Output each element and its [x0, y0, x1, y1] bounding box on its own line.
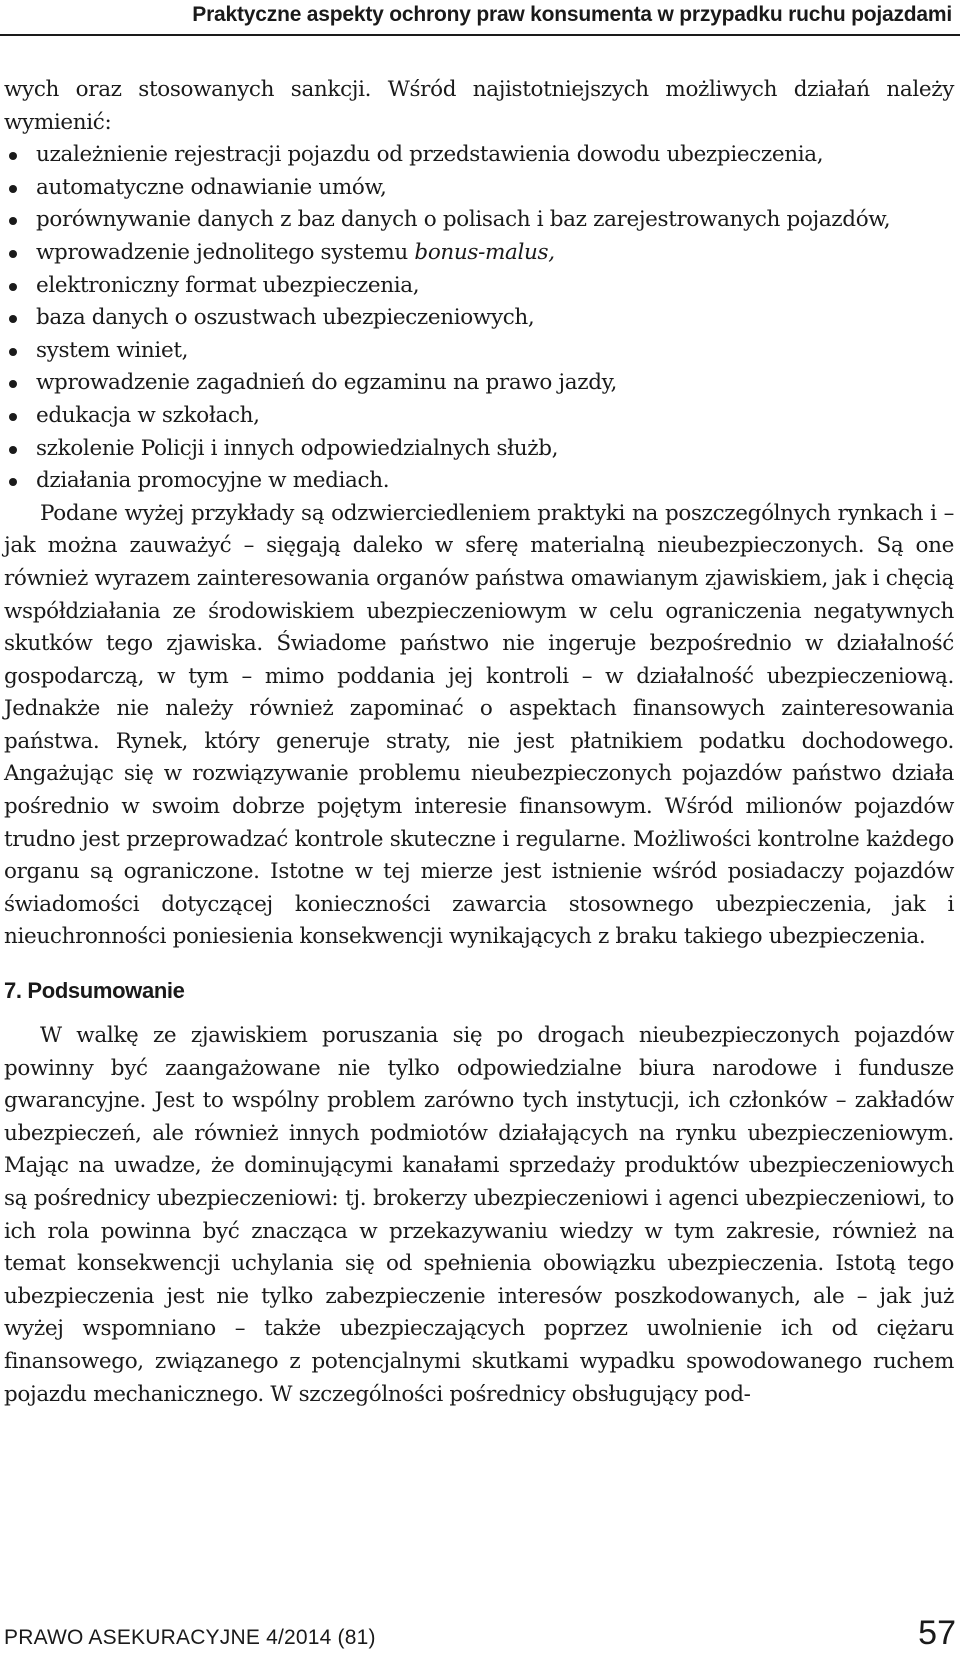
list-item: wprowadzenie zagadnień do egzaminu na prawo jazdy,: [4, 367, 954, 400]
body-paragraph: Podane wyżej przykłady są odzwierciedleniem praktyki na poszczególnych rynkach i – jak można zauważyć – sięgają daleko w sferę materialną nieubezpieczonych. Są one również wyrazem zainteresowania organów państwa omawianym zjawiskiem, jak i chęcią współdziałania ze środowiskiem ubezpieczeniowym w celu ograniczenia negatywnych skutków tego zjawiska. Świadome państwo nie ingeruje bezpośrednio w działalność gospodarczą, w tym – mimo poddania jej kontroli – w działalność ubezpieczeniową. Jednakże nie należy również zapominać o aspektach finansowych zainteresowania państwa. Rynek, który generuje straty, nie jest płatnikiem podatku dochodowego. Angażując się w rozwiązywanie problemu nieubezpieczonych pojazdów państwo działa pośrednio w swoim dobrze pojętym interesie finansowym. Wśród milionów pojazdów trudno jest przeprowadzać kontrole skuteczne i regularne. Możliwości kontrolne każdego organu są ograniczone. Istotne w tej mierze jest istnienie wśród posiadaczy pojazdów świadomości dotyczącej konieczności zawarcia stosownego ubezpieczenia, jak i nieuchronności poniesienia konsekwencji wynikających z braku takiego ubezpieczenia.: [4, 500, 954, 950]
list-item: działania promocyjne w mediach.: [4, 465, 954, 498]
list-item: baza danych o oszustwach ubezpieczeniowych,: [4, 302, 954, 335]
list-item: porównywanie danych z baz danych o polisach i baz zarejestrowanych pojazdów,: [4, 204, 954, 237]
italic-term: bonus-malus,: [414, 239, 555, 265]
running-header-title: Praktyczne aspekty ochrony praw konsumenta w przypadku ruchu pojazdami: [192, 3, 952, 26]
list-item: elektroniczny format ubezpieczenia,: [4, 270, 954, 303]
section-heading: 7. Podsumowanie: [4, 978, 185, 1004]
page-footer: [0, 1614, 960, 1654]
intro-paragraph: wych oraz stosowanych sankcji. Wśród najistotniejszych możliwych działań należy wymienić:: [4, 77, 954, 135]
list-item-bonus-malus: [4, 237, 954, 270]
list-item: uzależnienie rejestracji pojazdu od przedstawienia dowodu ubezpieczenia,: [4, 139, 954, 172]
journal-issue: PRAWO ASEKURACYJNE 4/2014 (81): [4, 1626, 376, 1649]
measures-list: [4, 139, 954, 498]
page-body: [4, 74, 954, 1411]
running-header: [0, 0, 960, 36]
list-item: edukacja w szkołach,: [4, 400, 954, 433]
list-item: szkolenie Policji i innych odpowiedzialnych służb,: [4, 433, 954, 466]
list-item: system winiet,: [4, 335, 954, 368]
header-divider: [0, 34, 960, 36]
body-paragraph: W walkę ze zjawiskiem poruszania się po drogach nieubezpieczonych pojazdów powinny być zaangażowane nie tylko odpowiedzialne biura narodowe i fundusze gwarancyjne. Jest to wspólny problem zarówno tych instytucji, ich członków – zakładów ubezpieczeń, ale również innych podmiotów działających na rynku ubezpieczeniowym. Mając na uwadze, że dominującymi kanałami sprzedaży produktów ubezpieczeniowych są pośrednicy ubezpieczeniowi: tj. brokerzy ubezpieczeniowi i agenci ubezpieczeniowi, to ich rola powinna być znacząca w przekazywaniu wiedzy w tym zakresie, również na temat konsekwencji uchylania się od spełnienia obowiązku ubezpieczenia. Istotą tego ubezpieczenia jest nie tylko zabezpieczenie interesów poszkodowanych, ale – jak już wyżej wspomniano – także ubezpieczających poprzez uwolnienie ich od ciężaru finansowego, związanego z potencjalnymi skutkami wypadku spowodowanego ruchem pojazdu mechanicznego. W szczególności pośrednicy obsługujący pod-: [4, 1023, 954, 1407]
list-item-text: wprowadzenie jednolitego systemu: [36, 239, 415, 265]
list-item: automatyczne odnawianie umów,: [4, 172, 954, 205]
page-number: 57: [918, 1614, 956, 1652]
